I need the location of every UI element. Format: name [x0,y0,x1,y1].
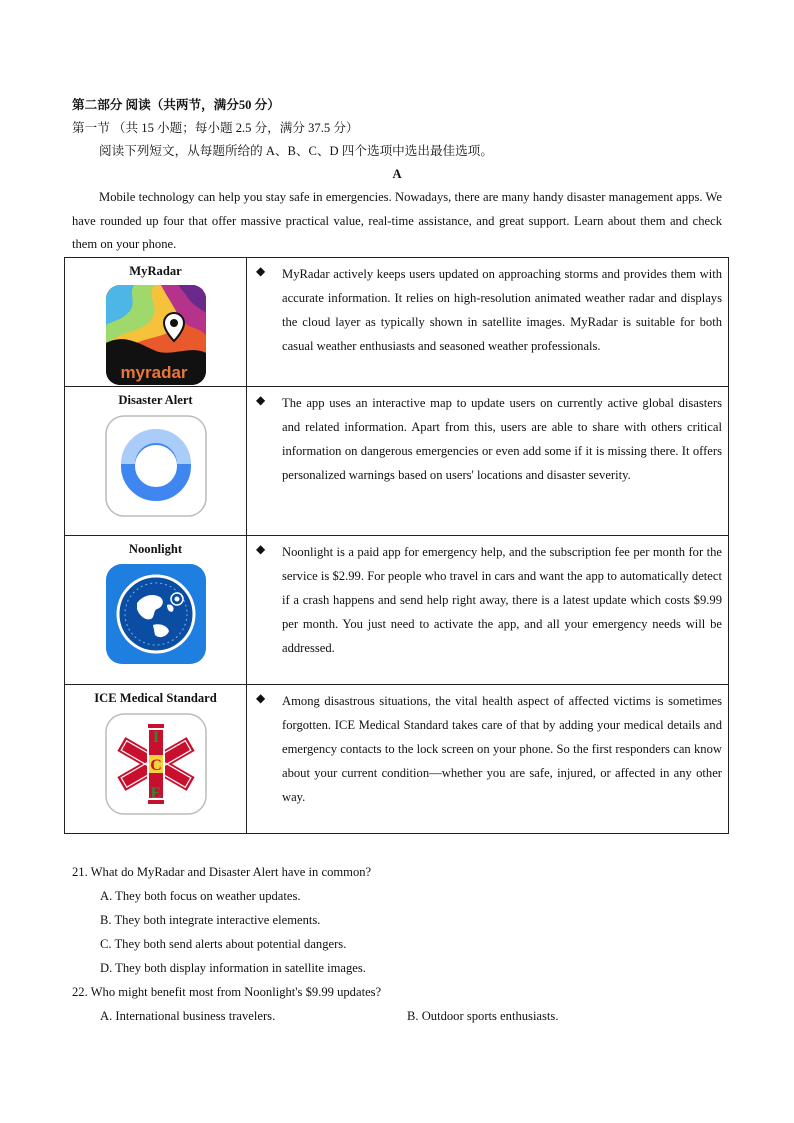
table-row [65,387,729,536]
table-row [65,536,729,685]
ice-logo-letter: E [150,785,161,802]
option-d[interactable]: D. They both display information in satellite images. [100,961,366,975]
app-name-cell [65,536,247,685]
question-22: 22. Who might benefit most from Noonlight's $9.99 updates? [72,985,382,999]
options-row [72,1004,722,1028]
passage-label: A [392,167,402,181]
app-name: Disaster Alert [118,393,193,407]
myradar-logo-text: myradar [119,363,188,382]
ice-medical-logo-icon [104,712,208,816]
app-name: ICE Medical Standard [94,691,217,705]
app-name: Noonlight [128,542,183,556]
disaster-alert-logo-icon [104,414,208,518]
noonlight-logo-icon [105,563,207,665]
passage-intro: Mobile technology can help you stay safe in emergencies. Nowadays, there are many handy disaster management apps. We have rounded up four that offer massive practical value, real-time assistance, and great support. Learn about them and check them on your phone. [72,190,722,251]
diamond-bullet-icon: ◆ [256,393,266,407]
diamond-bullet-icon: ◆ [256,542,266,556]
option-b[interactable]: B. Outdoor sports enthusiasts. [407,1009,559,1023]
diamond-bullet-icon: ◆ [256,264,266,278]
app-description: The app uses an interactive map to update users on currently active global disasters and related information. Apart from this, users are able to share with others critical information on dangerous emergencies or even add some if it is missing there. It offers personalized warnings based on users' locations and disaster severity. [282,396,722,482]
apps-table [64,257,729,834]
app-description: Noonlight is a paid app for emergency help, and the subscription fee per month for the service is $2.99. For people who travel in cars and want the app to automatically detect if a crash happens and send help right away, there is a latest update which costs $9.99 per month. You just need to activate the app, and all your emergency needs will be addressed. [282,545,722,655]
instruction: 阅读下列短文，从每题所给的 A、B、C、D 四个选项中选出最佳选项。 [99,144,493,158]
app-name-cell [65,685,247,834]
app-name-cell [65,387,247,536]
questions [72,860,722,1028]
table-row [65,685,729,834]
ice-logo-letter: I [152,729,159,746]
myradar-logo-icon [106,285,206,385]
app-name-cell [65,258,247,387]
app-description: MyRadar actively keeps users updated on approaching storms and provides them with accurate information. It relies on high-resolution animated weather radar and displays the cloud layer as typically shown in satellite images. MyRadar is suitable for both casual weather enthusiasts and seasoned weather professionals. [282,267,722,353]
app-desc-cell [247,685,729,834]
app-desc-cell [247,536,729,685]
option-b[interactable]: B. They both integrate interactive elements. [100,913,321,927]
app-description: Among disastrous situations, the vital health aspect of affected victims is sometimes forgotten. ICE Medical Standard takes care of that by adding your medical details and emergency contacts to the lock screen on your phone. So the first responders can know about your current condition—whether you are safe, injured, or affected in any other way. [282,694,722,804]
app-desc-cell [247,258,729,387]
option-a[interactable]: A. International business travelers. [100,1009,276,1023]
diamond-bullet-icon: ◆ [256,691,266,705]
section-title: 第一节 （共 15 小题；每小题 2.5 分，满分 37.5 分） [72,121,359,135]
option-c[interactable]: C. They both send alerts about potential dangers. [100,937,347,951]
table-row [65,258,729,387]
option-a[interactable]: A. They both focus on weather updates. [100,889,301,903]
question-21: 21. What do MyRadar and Disaster Alert have in common? [72,865,372,879]
app-name: MyRadar [129,264,182,278]
exam-header [72,94,722,257]
ice-logo-letter: C [149,757,162,774]
part-title: 第二部分 阅读（共两节，满分50 分） [72,98,280,112]
app-desc-cell [247,387,729,536]
